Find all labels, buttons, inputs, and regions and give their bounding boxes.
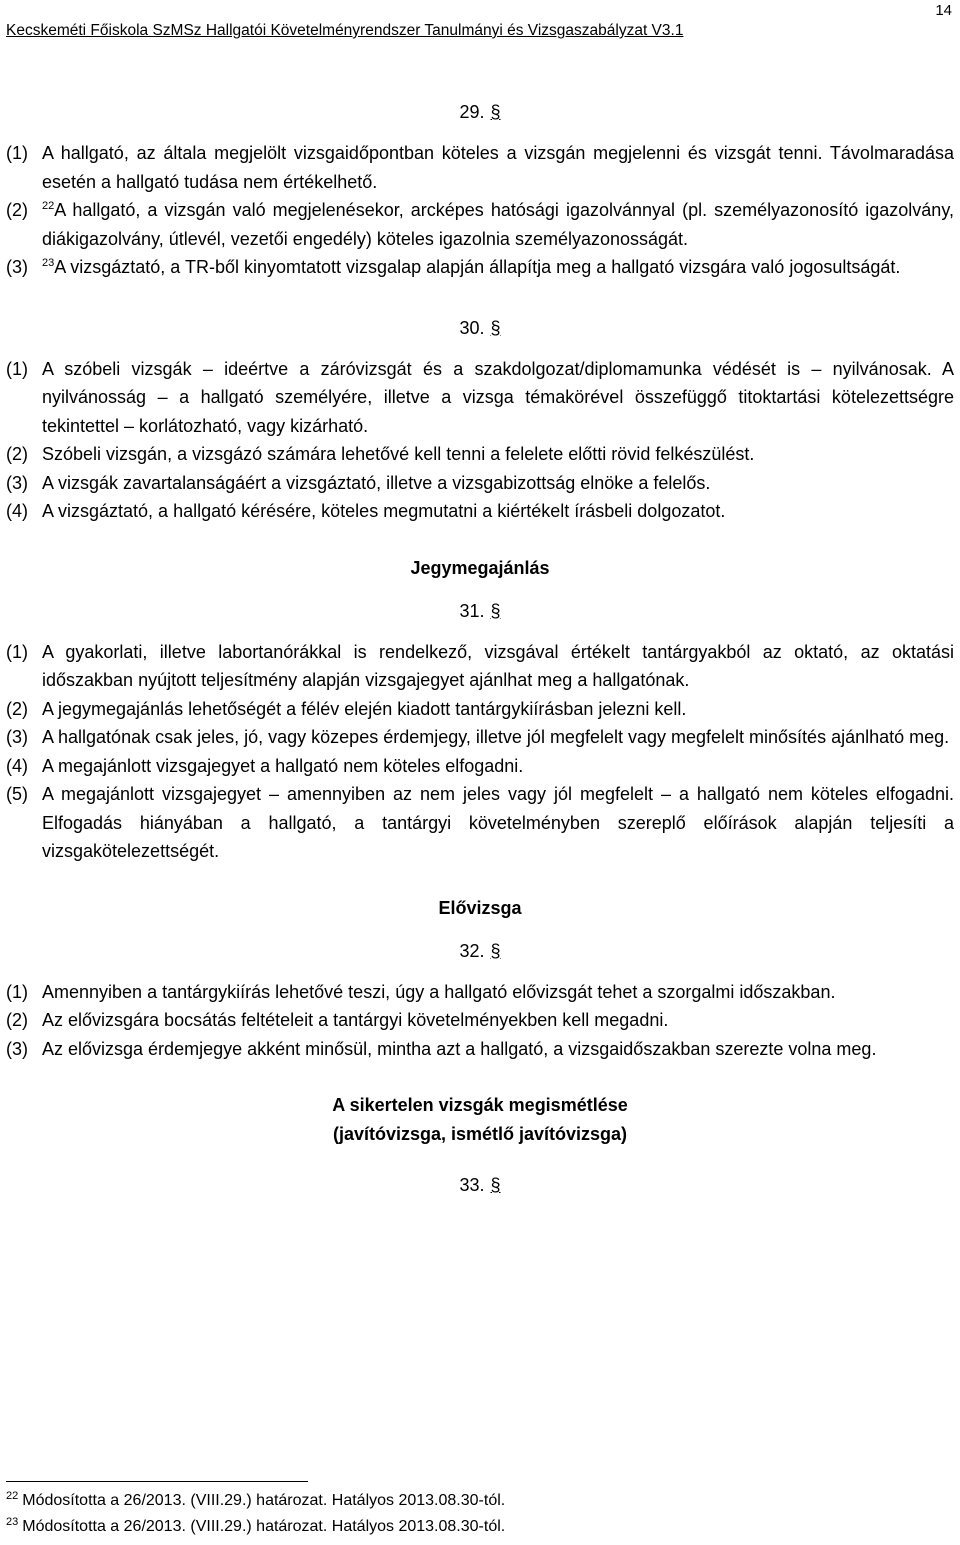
section-32-item-2: (2) Az elővizsgára bocsátás feltételeit a tantárgyi követelményekben kell megadni.	[6, 1010, 669, 1030]
heading-line-1: A sikertelen vizsgák megismétlése	[332, 1095, 628, 1115]
document-body	[6, 98, 954, 1212]
section-31-item-1: (1) A gyakorlati, illetve labortanórákkal is rendelkező, vizsgával értékelt tantárgyakból az oktató, az oktatási időszakban nyújtott teljesítmény alapján vizsgajegyet ajánlhat meg a hallgatónak.	[6, 641, 954, 690]
section-32-number: 32. §	[459, 940, 501, 961]
page-number: 14	[935, 2, 952, 19]
section-30-item-1: (1) A szóbeli vizsgák – ideértve a záróvizsgát és a szakdolgozat/diplomamunka védését is – nyilvánosak. A nyilvánosság – a hallgató személyére, illetve a vizsga témakörével összefüggő titoktartási kötelezettségre tekintettel – korlátozható, vagy kizárható.	[6, 358, 954, 436]
footnotes	[6, 1488, 505, 1540]
heading-jegymegajanlas: Jegymegajánlás	[410, 557, 550, 578]
section-31-item-2: (2) A jegymegajánlás lehetőségét a félév elején kiadott tantárgykiírásban jelezni kell.	[6, 698, 687, 719]
heading-sikertelen-vizsgak	[6, 1091, 954, 1149]
section-32-item-1: (1) Amennyiben a tantárgykiírás lehetővé teszi, úgy a hallgató elővizsgát tehet a szorgalmi időszakban.	[6, 981, 836, 1002]
section-29-item-2: (2) $^{22}$A hallgató, a vizsgán való megjelenésekor, arcképes hatósági igazolvánnyal (pl. személyazonosító igazolvány, diákigazolvány, útlevél, vezetői engedély) köteles igazolnia személyazonosságát.	[6, 200, 954, 249]
heading-elovizsga: Elővizsga	[438, 897, 522, 918]
section-33-number: 33. §	[459, 1175, 501, 1195]
running-header: Kecskeméti Főiskola SzMSz Hallgatói Követelményrendszer Tanulmányi és Vizsgaszabályzat V3.1	[6, 22, 684, 39]
footnote-ref-22: 22	[42, 200, 55, 212]
section-30-number: 30. §	[459, 317, 501, 338]
section-29-item-1: (1) A hallgató, az általa megjelölt vizsgaidőpontban köteles a vizsgán megjelenni és vizsgát tenni. Távolmaradása esetén a hallgató tudása nem értékelhető.	[6, 143, 954, 192]
footnote-22: $^{22}$ Módosította a 26/2013. (VIII.29.) határozat. Hatályos 2013.08.30-tól.	[6, 1489, 506, 1509]
section-30-item-4: (4) A vizsgáztató, a hallgató kérésére, köteles megmutatni a kiértékelt írásbeli dolgozatot.	[6, 501, 726, 521]
footnote-23: $^{23}$ Módosította a 26/2013. (VIII.29.) határozat. Hatályos 2013.08.30-tól.	[6, 1515, 506, 1535]
section-29-number: 29. §	[459, 102, 501, 122]
footnote-separator	[6, 1481, 308, 1482]
section-31-item-4: (4) A megajánlott vizsgajegyet a hallgató nem köteles elfogadni.	[6, 755, 524, 776]
section-32-item-3: (3) Az elővizsga érdemjegye akként minősül, mintha azt a hallgató, a vizsgaidőszakban szerezte volna meg.	[6, 1038, 877, 1059]
section-31-item-5: (5) A megajánlott vizsgajegyet – amennyiben az nem jeles vagy jól megfelelt – a hallgató nem köteles elfogadni. Elfogadás hiányában a hallgató, a tantárgyi követelményben szereplő előírások alapján teljesíti a vizsgakötelezettségét.	[6, 784, 954, 861]
section-31-item-3: (3) A hallgatónak csak jeles, jó, vagy közepes érdemjegy, illetve jól megfelelt vagy megfelelt minősítés ajánlható meg.	[6, 727, 950, 747]
heading-line-2: (javítóvizsga, ismétlő javítóvizsga)	[332, 1124, 628, 1144]
section-29-item-3: (3) $^{23}$A vizsgáztató, a TR-ből kinyomtatott vizsgalap alapján állapítja meg a hallgató vizsgára való jogosultságát.	[6, 257, 901, 277]
section-31-number: 31. §	[459, 600, 501, 621]
section-30-item-3: (3) A vizsgák zavartalanságáért a vizsgáztató, illetve a vizsgabizottság elnöke a felelős.	[6, 472, 711, 493]
section-30-item-2: (2) Szóbeli vizsgán, a vizsgázó számára lehetővé kell tenni a felelete előtti rövid felkészülést.	[6, 444, 755, 464]
footnote-ref-23: 23	[42, 257, 55, 269]
